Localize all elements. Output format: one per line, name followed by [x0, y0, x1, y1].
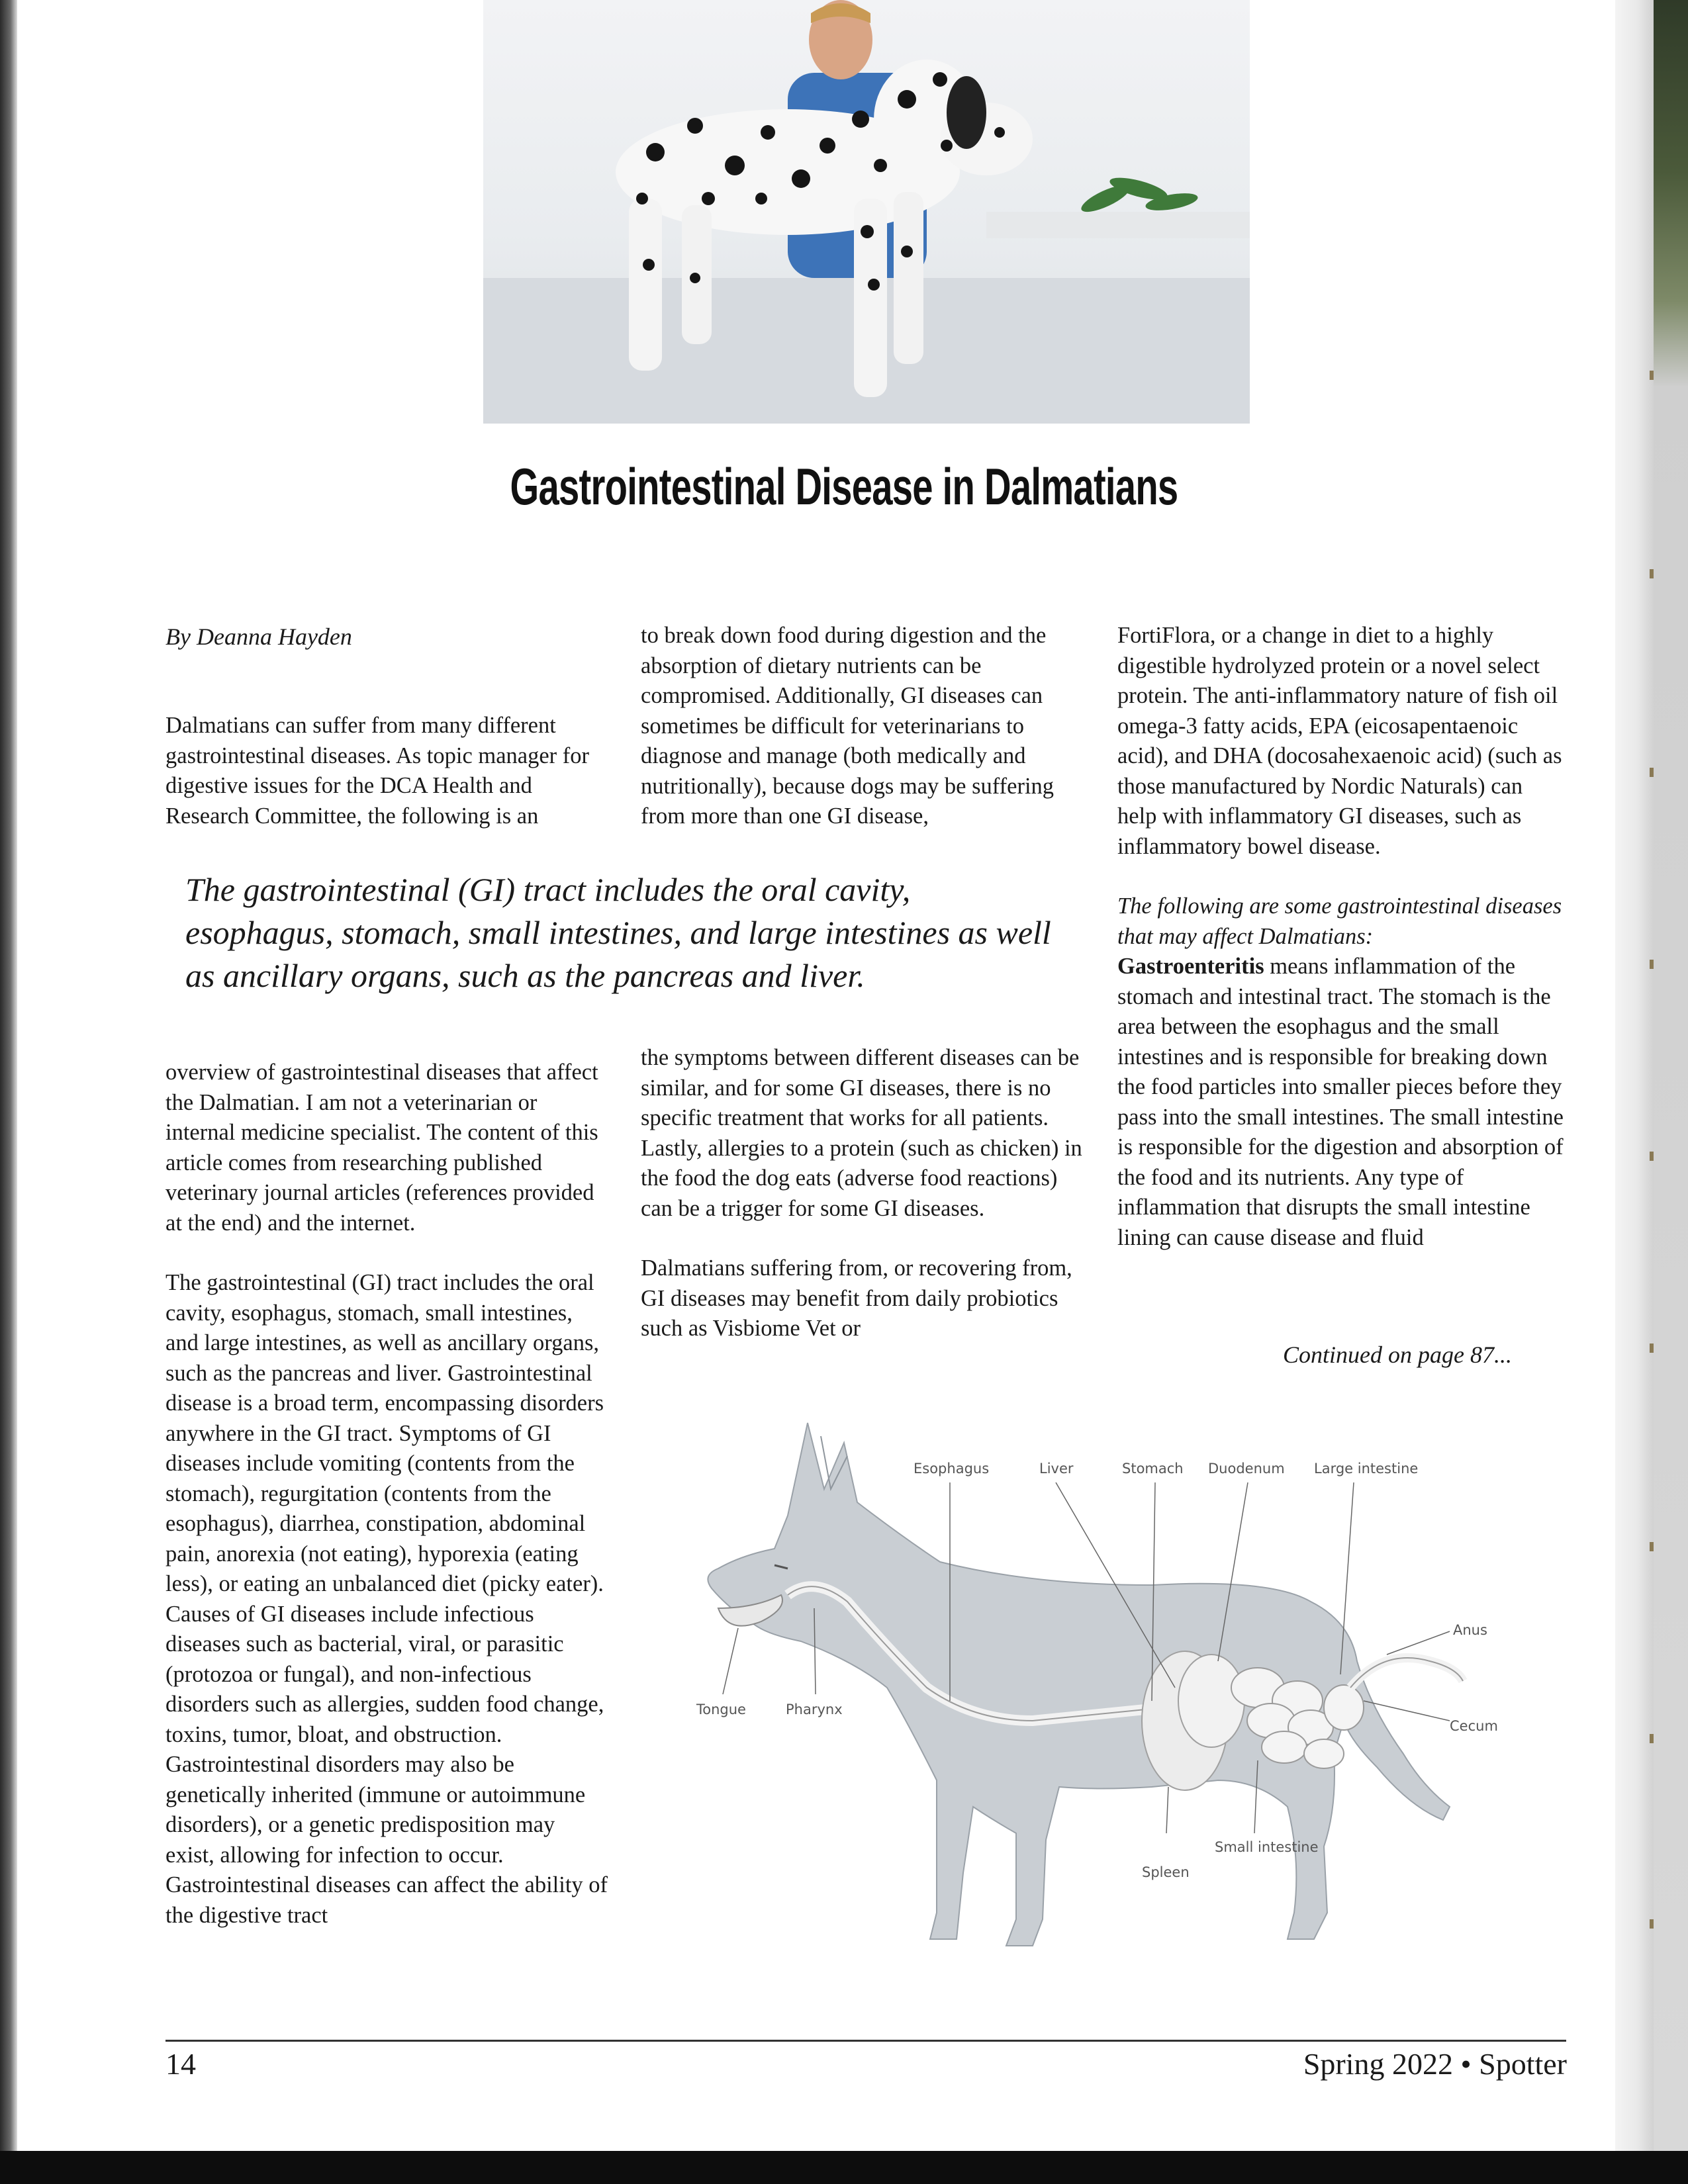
page-curl-edge [1615, 0, 1688, 2151]
footer-rule [165, 2040, 1566, 2042]
column-2-top [641, 621, 1091, 832]
paragraph: The gastrointestinal (GI) tract includes the oral cavity, esophagus, stomach, small intestines, and large intestines, as well as ancillary organs, such as the pancreas and liver. Gastrointestinal disease is a broad term, encompassing disorders anywhere in the GI tract. Symptoms of GI diseases include vomiting (contents from the stomach), regurgitation (contents from the esophagus), diarrhea, constipation, abdominal pain, anorexia (not eating), hyporexia (eating less), or eating an unbalanced diet (picky eater). Causes of GI diseases include infectious diseases such as bacterial, viral, or parasitic (protozoa or fungal), and non-infectious disorders such as allergies, sudden food change, toxins, tumor, bloat, and obstruction. Gastrointestinal disorders may also be genetically inherited (immune or autoimmune disorders), or a genetic predisposition may exist, allowing for infection to occur. Gastrointestinal diseases can affect the ability of the digestive tract [165, 1270, 608, 1928]
paragraph: FortiFlora, or a change in diet to a highly digestible hydrolyzed protein or a novel select protein. The anti-inflammatory nature of fish oil omega-3 fatty acids, EPA (eicosapentaenoic acid), and DHA (docosahexaenoic acid) (such as those manufactured by Nordic Naturals) can help with inflammatory GI diseases, such as inflammatory bowel disease. [1117, 623, 1562, 859]
label-small-intestine: Small intestine [1215, 1839, 1319, 1855]
paragraph: Dalmatians suffering from, or recovering from, GI diseases may benefit from daily probiotics such as Visbiome Vet or [641, 1255, 1072, 1341]
paragraph: the symptoms between different diseases can be similar, and for some GI diseases, there is no specific treatment that works for all patients. Lastly, allergies to a protein (such as chicken) in the food the dog eats (adverse food reactions) can be a trigger for some GI diseases. [641, 1045, 1082, 1221]
label-anus: Anus [1453, 1622, 1487, 1638]
label-pharynx: Pharynx [786, 1702, 843, 1717]
column-3 [1117, 621, 1568, 1253]
article-title: Gastrointestinal Disease in Dalmatians [510, 457, 1178, 516]
column-1-bottom [165, 1058, 609, 1931]
paragraph [1117, 952, 1568, 1253]
paragraph: Dalmatians can suffer from many different gastrointestinal diseases. As topic manager for digestive issues for the DCA Health and Research Committee, the following is an [165, 713, 590, 829]
label-large-intestine: Large intestine [1314, 1461, 1419, 1477]
diseases-intro: The following are some gastrointestinal diseases that may affect Dalmatians: [1117, 893, 1562, 949]
label-duodenum: Duodenum [1208, 1461, 1285, 1477]
column-1-top [165, 711, 602, 831]
paragraph: to break down food during digestion and the absorption of dietary nutrients can be compromised. Additionally, GI diseases can sometimes be difficult for veterinarians to diagnose and manage (both medically and nutritionally), because dogs may be suffering from more than one GI disease, [641, 623, 1055, 829]
byline: By Deanna Hayden [165, 623, 352, 650]
scan-bottom-edge [0, 2151, 1688, 2184]
definition: means inflammation of the stomach and intestinal tract. The stomach is the area between the esophagus and the small intestines and is responsible for breaking down the food particles into smaller pieces before they pass into the small intestines. The small intestine is responsible for the digestion and absorption of the food and its nutrients. Any type of inflammation that disrupts the small intestine lining can cause disease and fluid [1117, 954, 1564, 1250]
dog-digestive-anatomy-diagram [688, 1410, 1509, 2005]
term-gastroenteritis: Gastroenteritis [1117, 954, 1264, 979]
dog-silhouette [708, 1423, 1450, 1946]
label-tongue: Tongue [696, 1702, 746, 1717]
label-stomach: Stomach [1122, 1461, 1184, 1477]
label-liver: Liver [1039, 1461, 1074, 1477]
column-2-bottom [641, 1043, 1091, 1344]
paragraph: overview of gastrointestinal diseases that affect the Dalmatian. I am not a veterinarian or internal medicine specialist. The content of this article comes from researching published veterinary journal articles (references provided at the end) and the internet. [165, 1060, 598, 1236]
label-cecum: Cecum [1450, 1718, 1498, 1734]
dalmatian-vet-photo [483, 0, 1250, 424]
continued-note: Continued on page 87... [1283, 1342, 1512, 1368]
scan-left-edge [0, 0, 17, 2151]
issue-name: Spring 2022 • Spotter [1303, 2047, 1567, 2081]
label-spleen: Spleen [1142, 1864, 1190, 1880]
page-number: 14 [165, 2047, 196, 2081]
label-esophagus: Esophagus [914, 1461, 990, 1477]
pull-quote: The gastrointestinal (GI) tract includes the oral cavity, esophagus, stomach, small intestines, and large intestines as well as ancillary organs, such as the pancreas and liver. [185, 871, 1051, 994]
